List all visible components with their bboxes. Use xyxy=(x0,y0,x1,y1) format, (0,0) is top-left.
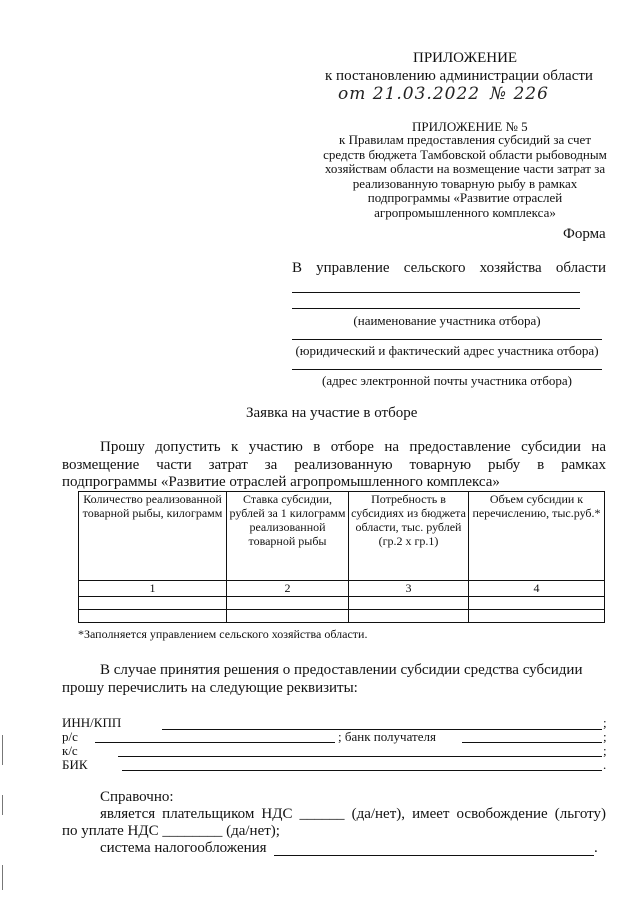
scan-margin-mark xyxy=(2,735,3,765)
table-row xyxy=(79,610,605,623)
bank-label: ; банк получателя xyxy=(338,729,436,744)
appendix-line: агропромышленного комплекса» xyxy=(374,204,556,220)
bik-period: . xyxy=(603,757,607,772)
address-line xyxy=(292,339,602,340)
table-cell xyxy=(79,610,227,623)
reference-title: Справочно: xyxy=(100,789,174,805)
handwritten-date: от 21.03.2022 xyxy=(338,84,481,104)
appendix-line: к Правилам предоставления субсидий за счет xyxy=(339,132,591,147)
bik-label: БИК xyxy=(62,757,88,772)
table-cell xyxy=(79,597,227,610)
appendix-line: средств бюджета Тамбовской области рыбоводным xyxy=(323,146,607,162)
bik-line xyxy=(122,770,602,771)
email-line xyxy=(292,369,602,370)
table-cell xyxy=(349,597,469,610)
table-cell xyxy=(469,610,605,623)
table-footnote: *Заполняется управлением сельского хозяйства области. xyxy=(78,627,368,641)
table-column-number: 4 xyxy=(469,581,605,597)
payment-line: прошу перечислить на следующие реквизиты: xyxy=(62,680,358,696)
table-header-cell: Количество реализованной товарной рыбы, килограмм xyxy=(79,492,227,581)
intro-line: Прошу допустить к участию в отборе на предоставление субсидии на xyxy=(100,439,606,455)
appendix-title: ПРИЛОЖЕНИЕ № 5 xyxy=(412,119,528,134)
table-cell xyxy=(227,597,349,610)
ks-label: к/с xyxy=(62,743,78,758)
scan-margin-mark xyxy=(2,865,3,890)
table-column-number: 3 xyxy=(349,581,469,597)
bank-semicolon: ; xyxy=(603,729,607,744)
table-header-cell: Потребность в субсидиях из бюджета области, тыс. рублей (гр.2 х гр.1) xyxy=(349,492,469,581)
payment-line: В случае принятия решения о предоставлении субсидии средства субсидии xyxy=(100,662,583,678)
tax-system-line xyxy=(274,855,594,856)
bank-line xyxy=(462,742,602,743)
table-cell xyxy=(469,597,605,610)
vat-line: по уплате НДС ________ (да/нет); xyxy=(62,823,280,839)
appendix-line: хозяйствам области на возмещение части затрат за xyxy=(324,161,606,176)
table-header-cell: Ставка субсидии, рублей за 1 килограмм реализованной товарной рыбы xyxy=(227,492,349,581)
intro-line: возмещение части затрат за реализованную товарную рыбу в рамках xyxy=(62,457,606,473)
caption-name: (наименование участника отбора) xyxy=(353,313,541,328)
inn-label: ИНН/КПП xyxy=(62,715,122,730)
handwritten-number: № 226 xyxy=(490,84,549,104)
table-cell xyxy=(227,610,349,623)
addressee-to: В управление сельского хозяйства области xyxy=(292,260,606,276)
ks-line xyxy=(118,756,602,757)
subsidy-table xyxy=(78,491,605,623)
appendix-line: реализованную товарную рыбу в рамках xyxy=(352,175,578,191)
inn-semicolon: ; xyxy=(603,715,607,730)
scan-margin-mark xyxy=(2,795,3,815)
tax-system-label: система налогообложения xyxy=(100,840,267,856)
vat-line: является плательщиком НДС ______ (да/нет), имеет освобождение (льготу) xyxy=(100,806,606,822)
document-title: Заявка на участие в отборе xyxy=(246,405,418,421)
addressee-line xyxy=(292,292,580,293)
form-label: Форма xyxy=(563,226,606,242)
appendix-description xyxy=(290,133,640,220)
table-header-cell: Объем субсидии к перечислению, тыс.руб.* xyxy=(469,492,605,581)
rs-label: р/с xyxy=(62,729,78,744)
table-cell xyxy=(349,610,469,623)
header-title: ПРИЛОЖЕНИЕ xyxy=(413,50,518,66)
caption-email: (адрес электронной почты участника отбора) xyxy=(322,373,572,388)
intro-line: подпрограммы «Развитие отраслей агропромышленного комплекса» xyxy=(62,474,500,490)
ks-semicolon: ; xyxy=(603,743,607,758)
header-decree-line: к постановлению администрации области xyxy=(325,68,593,84)
table-row xyxy=(79,597,605,610)
rs-line xyxy=(95,742,335,743)
table-column-number: 1 xyxy=(79,581,227,597)
caption-address: (юридический и фактический адрес участника отбора) xyxy=(295,343,599,358)
appendix-line: подпрограммы «Развитие отраслей xyxy=(367,190,563,205)
table-column-number: 2 xyxy=(227,581,349,597)
addressee-line xyxy=(292,308,580,309)
tax-system-period: . xyxy=(594,840,598,856)
